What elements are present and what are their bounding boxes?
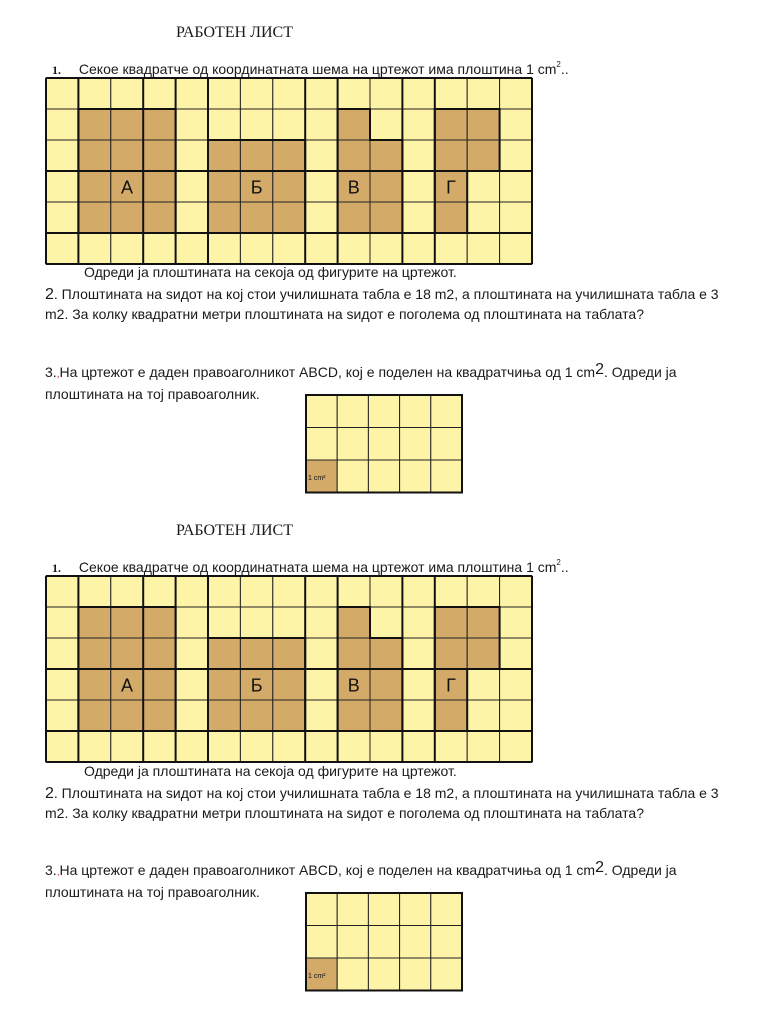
grid-cell — [402, 731, 434, 762]
grid-cell — [273, 233, 305, 264]
grid-cell — [467, 576, 499, 607]
grid-cell — [305, 78, 337, 109]
rect-cell — [306, 926, 337, 959]
rect-cell — [400, 460, 431, 493]
grid-cell — [46, 731, 78, 762]
task2-text: . Плоштината на ѕидот на кој стои училишната табла е 18 m2, а плоштината на училишната табла е 3 m2. За колку квадратни метри плоштината на ѕидот е поголема од плоштината на таблата? — [45, 286, 719, 322]
figure-cell — [370, 669, 402, 700]
task3-number: 3. — [45, 862, 57, 878]
grid-cell — [500, 140, 532, 171]
rect-cell — [306, 395, 337, 428]
figure-cell — [338, 638, 370, 669]
task2-text: . Плоштината на ѕидот на кој стои училишната табла е 18 m2, а плоштината на училишната табла е 3 m2. За колку квадратни метри плоштината на ѕидот е поголема од плоштината на таблата? — [45, 785, 719, 821]
figure-cell — [273, 171, 305, 202]
figure-cell — [467, 607, 499, 638]
rectangle-abcd — [305, 394, 465, 494]
figure-cell — [208, 669, 240, 700]
grid-cell — [402, 638, 434, 669]
grid-cell — [46, 140, 78, 171]
grid-cell — [46, 233, 78, 264]
grid-cell — [176, 233, 208, 264]
grid-cell — [500, 731, 532, 762]
grid-cell — [273, 731, 305, 762]
grid-cell — [208, 109, 240, 140]
task3-sup: 2 — [595, 361, 604, 378]
grid-cell — [78, 731, 110, 762]
rect-cell — [431, 395, 462, 428]
grid-cell — [402, 78, 434, 109]
grid-cell — [143, 78, 175, 109]
figure-label: Г — [446, 177, 456, 198]
figure-cell — [370, 140, 402, 171]
task3-number: 3. — [45, 364, 57, 380]
task1-number: 1. — [52, 561, 61, 575]
grid-cell — [273, 109, 305, 140]
figure-cell — [338, 109, 370, 140]
grid-cell — [46, 638, 78, 669]
grid-cell — [370, 78, 402, 109]
grid-cell — [338, 576, 370, 607]
task1-question: Одреди ја плоштината на секоја од фигурите на цртежот. — [84, 763, 457, 779]
figure-cell — [370, 171, 402, 202]
grid-cell — [78, 233, 110, 264]
grid-cell — [46, 576, 78, 607]
grid-cell — [273, 78, 305, 109]
figure-cell — [143, 607, 175, 638]
grid-cell — [305, 700, 337, 731]
rect-cell — [431, 926, 462, 959]
grid-cell — [176, 607, 208, 638]
figure-cell — [435, 607, 467, 638]
rect-cell — [400, 893, 431, 926]
unit-label: 1 cm² — [308, 973, 326, 980]
grid-cell — [500, 700, 532, 731]
figure-cell — [273, 202, 305, 233]
task3-sup: 2 — [595, 859, 604, 876]
grid-cell — [176, 109, 208, 140]
figure-cell — [435, 140, 467, 171]
grid-cell — [500, 607, 532, 638]
grid-cell — [338, 233, 370, 264]
grid-cell — [305, 731, 337, 762]
unit-label: 1 cm² — [308, 475, 326, 482]
grid-cell — [208, 233, 240, 264]
grid-cell — [143, 233, 175, 264]
task1-question: Одреди ја плоштината на секоја од фигурите на цртежот. — [84, 264, 457, 280]
rect-cell — [306, 428, 337, 461]
figure-cell — [338, 140, 370, 171]
figure-label: Б — [250, 675, 263, 696]
grid-cell — [176, 202, 208, 233]
figure-cell — [143, 700, 175, 731]
grid-cell — [402, 140, 434, 171]
grid-cell — [467, 171, 499, 202]
grid-cell — [305, 171, 337, 202]
grid-cell — [402, 700, 434, 731]
task2-number: 2 — [45, 785, 54, 802]
grid-cell — [78, 78, 110, 109]
figure-label: Г — [446, 675, 456, 696]
grid-cell — [500, 202, 532, 233]
grid-cell — [500, 171, 532, 202]
figure-cell — [78, 607, 110, 638]
grid-cell — [370, 233, 402, 264]
rect-cell — [368, 395, 399, 428]
figure-cell — [467, 140, 499, 171]
figure-cell — [435, 202, 467, 233]
figure-label: А — [120, 177, 134, 198]
figure-cell — [143, 109, 175, 140]
task1-sup: 2 — [556, 60, 561, 70]
grid-cell — [305, 140, 337, 171]
figure-cell — [78, 638, 110, 669]
grid-cell — [176, 700, 208, 731]
rect-cell — [431, 958, 462, 991]
figure-cell — [143, 140, 175, 171]
grid-cell — [176, 140, 208, 171]
grid-cell — [338, 78, 370, 109]
grid-cell — [435, 731, 467, 762]
edit-mark: , — [56, 867, 60, 878]
grid-cell — [402, 233, 434, 264]
grid-cell — [305, 576, 337, 607]
task2-paragraph — [45, 285, 745, 324]
figure-cell — [143, 669, 175, 700]
figure-cell — [240, 202, 272, 233]
grid-cell — [208, 78, 240, 109]
figure-cell — [273, 669, 305, 700]
task3-text-a: На цртежот е даден правоаголникот ABCD, кој е поделен на квадратчиња од 1 cm — [59, 364, 596, 380]
figure-cell — [240, 140, 272, 171]
grid-cell — [370, 607, 402, 638]
grid-cell — [46, 700, 78, 731]
task3-text-a: На цртежот е даден правоаголникот ABCD, кој е поделен на квадратчиња од 1 cm — [59, 862, 596, 878]
grid-cell — [176, 576, 208, 607]
grid-cell — [176, 171, 208, 202]
grid-cell — [208, 576, 240, 607]
grid-cell — [240, 109, 272, 140]
figure-cell — [111, 140, 143, 171]
rect-cell — [306, 893, 337, 926]
rect-cell — [368, 460, 399, 493]
grid-cell — [500, 233, 532, 264]
figure-cell — [435, 638, 467, 669]
figure-cell — [338, 607, 370, 638]
figure-cell — [467, 638, 499, 669]
grid-cell — [273, 576, 305, 607]
grid-cell — [208, 731, 240, 762]
figure-cell — [111, 109, 143, 140]
task1-tail: .. — [560, 61, 569, 77]
figure-cell — [78, 669, 110, 700]
figure-label: В — [347, 177, 360, 198]
grid-cell — [111, 576, 143, 607]
grid-cell — [208, 607, 240, 638]
grid-cell — [500, 638, 532, 669]
grid-cell — [467, 669, 499, 700]
rectangle-abcd — [305, 892, 465, 992]
figure-cell — [78, 171, 110, 202]
rect-cell — [400, 428, 431, 461]
grid-cell — [46, 109, 78, 140]
grid-cell — [111, 731, 143, 762]
coordinate-grid — [45, 575, 535, 765]
grid-cell — [176, 78, 208, 109]
page-title: РАБОТЕН ЛИСТ — [176, 522, 293, 539]
figure-cell — [338, 700, 370, 731]
grid-cell — [370, 731, 402, 762]
figure-cell — [208, 638, 240, 669]
figure-cell — [435, 700, 467, 731]
task1-number: 1. — [52, 63, 61, 77]
grid-cell — [402, 576, 434, 607]
figure-cell — [467, 109, 499, 140]
figure-cell — [111, 700, 143, 731]
figure-cell — [338, 202, 370, 233]
figure-cell — [208, 202, 240, 233]
figure-cell — [208, 700, 240, 731]
figure-cell — [143, 171, 175, 202]
grid-cell — [78, 576, 110, 607]
grid-cell — [435, 233, 467, 264]
grid-cell — [402, 171, 434, 202]
figure-cell — [143, 202, 175, 233]
rect-cell — [337, 460, 368, 493]
grid-cell — [176, 669, 208, 700]
task2-paragraph — [45, 784, 745, 823]
grid-cell — [305, 638, 337, 669]
grid-cell — [46, 607, 78, 638]
rect-cell — [368, 428, 399, 461]
grid-cell — [500, 576, 532, 607]
grid-cell — [240, 576, 272, 607]
figure-cell — [273, 140, 305, 171]
rect-cell — [431, 893, 462, 926]
figure-cell — [78, 700, 110, 731]
rect-cell — [337, 893, 368, 926]
grid-cell — [467, 202, 499, 233]
figure-cell — [78, 202, 110, 233]
rect-cell — [368, 926, 399, 959]
rect-cell — [400, 958, 431, 991]
figure-cell — [273, 700, 305, 731]
figure-cell — [240, 700, 272, 731]
figure-cell — [111, 638, 143, 669]
grid-cell — [467, 233, 499, 264]
task1-line — [52, 559, 569, 576]
grid-cell — [46, 669, 78, 700]
rect-cell — [368, 958, 399, 991]
figure-cell — [78, 140, 110, 171]
edit-mark: , — [56, 369, 60, 380]
rect-cell — [337, 926, 368, 959]
grid-cell — [111, 78, 143, 109]
figure-cell — [143, 638, 175, 669]
rect-cell — [337, 395, 368, 428]
rect-cell — [400, 395, 431, 428]
rect-cell — [337, 958, 368, 991]
figure-cell — [435, 109, 467, 140]
grid-cell — [467, 731, 499, 762]
grid-cell — [305, 202, 337, 233]
task3-text-b: . Одреди ја плоштината на тој правоаголник. — [45, 364, 677, 402]
figure-cell — [370, 638, 402, 669]
grid-cell — [500, 109, 532, 140]
grid-cell — [240, 233, 272, 264]
grid-cell — [402, 669, 434, 700]
grid-cell — [467, 78, 499, 109]
grid-cell — [46, 78, 78, 109]
grid-cell — [435, 576, 467, 607]
grid-cell — [500, 669, 532, 700]
figure-cell — [78, 109, 110, 140]
grid-cell — [402, 109, 434, 140]
grid-cell — [240, 731, 272, 762]
figure-label: А — [120, 675, 134, 696]
page-title: РАБОТЕН ЛИСТ — [176, 24, 293, 41]
figure-cell — [111, 607, 143, 638]
grid-cell — [46, 171, 78, 202]
grid-cell — [402, 202, 434, 233]
rect-cell — [431, 460, 462, 493]
grid-cell — [435, 78, 467, 109]
grid-cell — [305, 233, 337, 264]
grid-cell — [46, 202, 78, 233]
figure-cell — [370, 202, 402, 233]
task2-number: 2 — [45, 286, 54, 303]
figure-cell — [208, 140, 240, 171]
grid-cell — [273, 607, 305, 638]
rect-cell — [400, 926, 431, 959]
task1-line — [52, 61, 569, 78]
figure-cell — [208, 171, 240, 202]
figure-label: В — [347, 675, 360, 696]
grid-cell — [143, 731, 175, 762]
grid-cell — [305, 109, 337, 140]
grid-cell — [500, 78, 532, 109]
figure-label: Б — [250, 177, 263, 198]
task1-tail: .. — [560, 559, 569, 575]
figure-cell — [240, 638, 272, 669]
coordinate-grid — [45, 77, 535, 267]
rect-cell — [337, 428, 368, 461]
task3-text-b: . Одреди ја плоштината на тој правоаголник. — [45, 862, 677, 900]
figure-cell — [370, 700, 402, 731]
grid-cell — [467, 700, 499, 731]
grid-cell — [176, 731, 208, 762]
grid-cell — [305, 669, 337, 700]
grid-cell — [240, 607, 272, 638]
grid-cell — [176, 638, 208, 669]
task1-text: Секое квадратче од координатната шема на цртежот има плоштина 1 cm — [78, 61, 557, 77]
figure-cell — [273, 638, 305, 669]
task1-sup: 2 — [556, 558, 561, 568]
rect-cell — [431, 428, 462, 461]
grid-cell — [240, 78, 272, 109]
rect-cell — [368, 893, 399, 926]
grid-cell — [143, 576, 175, 607]
grid-cell — [111, 233, 143, 264]
grid-cell — [305, 607, 337, 638]
grid-cell — [370, 109, 402, 140]
grid-cell — [402, 607, 434, 638]
grid-cell — [338, 731, 370, 762]
figure-cell — [111, 202, 143, 233]
task1-text: Секое квадратче од координатната шема на цртежот има плоштина 1 cm — [78, 559, 557, 575]
grid-cell — [370, 576, 402, 607]
